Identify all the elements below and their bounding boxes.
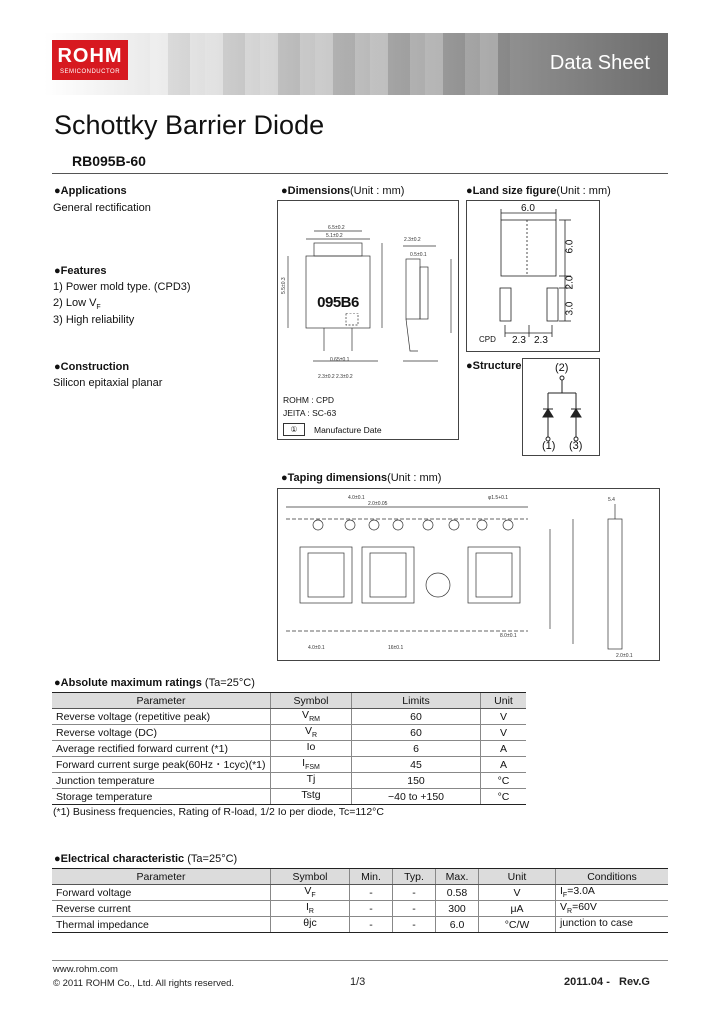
- construction-text: Silicon epitaxial planar: [53, 377, 163, 389]
- pin-2-label: (2): [555, 362, 569, 374]
- footer-url[interactable]: www.rohm.com: [53, 964, 118, 975]
- col-header: Typ.: [393, 869, 436, 885]
- svg-text:2.3±0.2: 2.3±0.2: [404, 237, 421, 243]
- abs-max-heading: ●Absolute maximum ratings (Ta=25°C): [54, 677, 255, 689]
- table-row: Junction temperature Tj 150 °C: [52, 773, 526, 789]
- table-row: Reverse current $I_R$ - - 300 μA $V_R=60V$: [52, 901, 668, 917]
- footer-date: 2011.04 -: [564, 976, 610, 988]
- footer-revision: Rev.G: [619, 976, 650, 988]
- svg-text:2.0±0.05: 2.0±0.05: [368, 501, 388, 507]
- elec-heading: ●Electrical characteristic (Ta=25°C): [54, 853, 238, 865]
- table-row: Thermal impedance θjc - - 6.0 °C/W junction to case: [52, 917, 668, 933]
- logo-text: ROHM: [57, 45, 123, 67]
- construction-heading: ●Construction: [54, 361, 130, 373]
- taping-heading: ●Taping dimensions(Unit : mm): [281, 472, 442, 484]
- col-header: Min.: [350, 869, 393, 885]
- svg-text:4.0±0.1: 4.0±0.1: [308, 645, 325, 651]
- footer-divider: [52, 960, 668, 961]
- abs-max-note: (*1) Business frequencies, Rating of R-load, 1/2 Io per diode, Tc=112°C: [53, 806, 384, 818]
- feature-item: 3) High reliability: [53, 314, 135, 326]
- manufacture-date-label: Manufacture Date: [314, 425, 382, 435]
- data-sheet-label: Data Sheet: [549, 52, 650, 74]
- col-header: Max.: [436, 869, 479, 885]
- table-row: Reverse voltage (DC) $V_R$ 60 V: [52, 725, 526, 741]
- table-row: Forward current surge peak(60Hz・1cyc)(*1) $I_{FSM}$ 45 A: [52, 757, 526, 773]
- pin-1-label: (1): [542, 440, 556, 452]
- col-header: Limits: [352, 693, 481, 709]
- title-divider: [52, 173, 668, 174]
- svg-text:5.5±0.3: 5.5±0.3: [281, 277, 287, 294]
- col-header: Unit: [479, 869, 556, 885]
- table-row: Storage temperature Tstg −40 to +150 °C: [52, 789, 526, 805]
- land-dim-gap: 2.0: [564, 275, 576, 290]
- page-title: Schottky Barrier Diode: [54, 110, 325, 140]
- package-jeita: JEITA : SC-63: [283, 408, 337, 418]
- table-row: Reverse voltage (repetitive peak) $V_{RM}$ 60 V: [52, 709, 526, 725]
- land-dim-pad: 3.0: [564, 301, 576, 316]
- land-size-drawing: [467, 201, 599, 351]
- svg-text:0.65±0.1: 0.65±0.1: [330, 357, 350, 363]
- taping-drawing: [278, 489, 659, 660]
- land-dim-pitch2: 2.3: [534, 335, 548, 346]
- pin-3-label: (3): [569, 440, 583, 452]
- col-header: Symbol: [271, 869, 350, 885]
- col-header: Parameter: [52, 869, 271, 885]
- col-header: Symbol: [271, 693, 352, 709]
- package-rohm: ROHM : CPD: [283, 395, 334, 405]
- applications-heading: ●Applications: [54, 185, 127, 197]
- footer-copyright: © 2011 ROHM Co., Ltd. All rights reserved.: [53, 978, 235, 989]
- col-header: Conditions: [556, 869, 669, 885]
- table-row: Forward voltage $V_F$ - - 0.58 V $I_F=3.0A$: [52, 885, 668, 901]
- svg-text:0.5±0.1: 0.5±0.1: [410, 252, 427, 258]
- logo-subtext: SEMICONDUCTOR: [59, 69, 121, 75]
- land-dim-height: 6.0: [564, 239, 576, 254]
- abs-max-table: [52, 692, 526, 805]
- svg-text:5.1±0.2: 5.1±0.2: [326, 233, 343, 239]
- header-pattern: [150, 33, 510, 95]
- svg-text:4.0±0.1: 4.0±0.1: [348, 495, 365, 501]
- rohm-logo: [52, 40, 128, 80]
- dimensions-figure: [277, 200, 459, 440]
- col-header: Parameter: [52, 693, 271, 709]
- land-dim-width: 6.0: [521, 203, 535, 214]
- table-row: Average rectified forward current (*1) Io 6 A: [52, 741, 526, 757]
- part-number: RB095B-60: [72, 153, 146, 169]
- svg-text:2.3±0.2 2.3±0.2: 2.3±0.2 2.3±0.2: [318, 374, 353, 380]
- applications-text: General rectification: [53, 202, 151, 214]
- taping-figure: [277, 488, 660, 661]
- footer-page: 1/3: [350, 976, 366, 988]
- features-heading: ●Features: [54, 265, 107, 277]
- land-package: CPD: [479, 335, 496, 344]
- svg-text:φ1.5+0.1: φ1.5+0.1: [488, 495, 509, 501]
- elec-table: [52, 868, 668, 933]
- svg-text:6.5±0.2: 6.5±0.2: [328, 225, 345, 231]
- col-header: Unit: [481, 693, 527, 709]
- structure-heading: ●Structure: [466, 360, 522, 372]
- svg-text:16±0.1: 16±0.1: [388, 645, 404, 651]
- feature-item: 1) Power mold type. (CPD3): [53, 281, 191, 293]
- feature-item: 2) Low $V_F$: [53, 297, 101, 312]
- dimensions-heading: ●Dimensions(Unit : mm): [281, 185, 405, 197]
- land-size-figure: [466, 200, 600, 352]
- device-marking: 095B6: [317, 294, 359, 311]
- manufacture-date-box: ①: [283, 423, 305, 436]
- svg-text:2.0±0.1: 2.0±0.1: [616, 653, 633, 659]
- land-size-heading: ●Land size figure(Unit : mm): [466, 185, 611, 197]
- svg-text:8.0±0.1: 8.0±0.1: [500, 633, 517, 639]
- svg-text:5.4: 5.4: [608, 497, 615, 503]
- land-dim-pitch1: 2.3: [512, 335, 526, 346]
- structure-figure: [522, 358, 600, 456]
